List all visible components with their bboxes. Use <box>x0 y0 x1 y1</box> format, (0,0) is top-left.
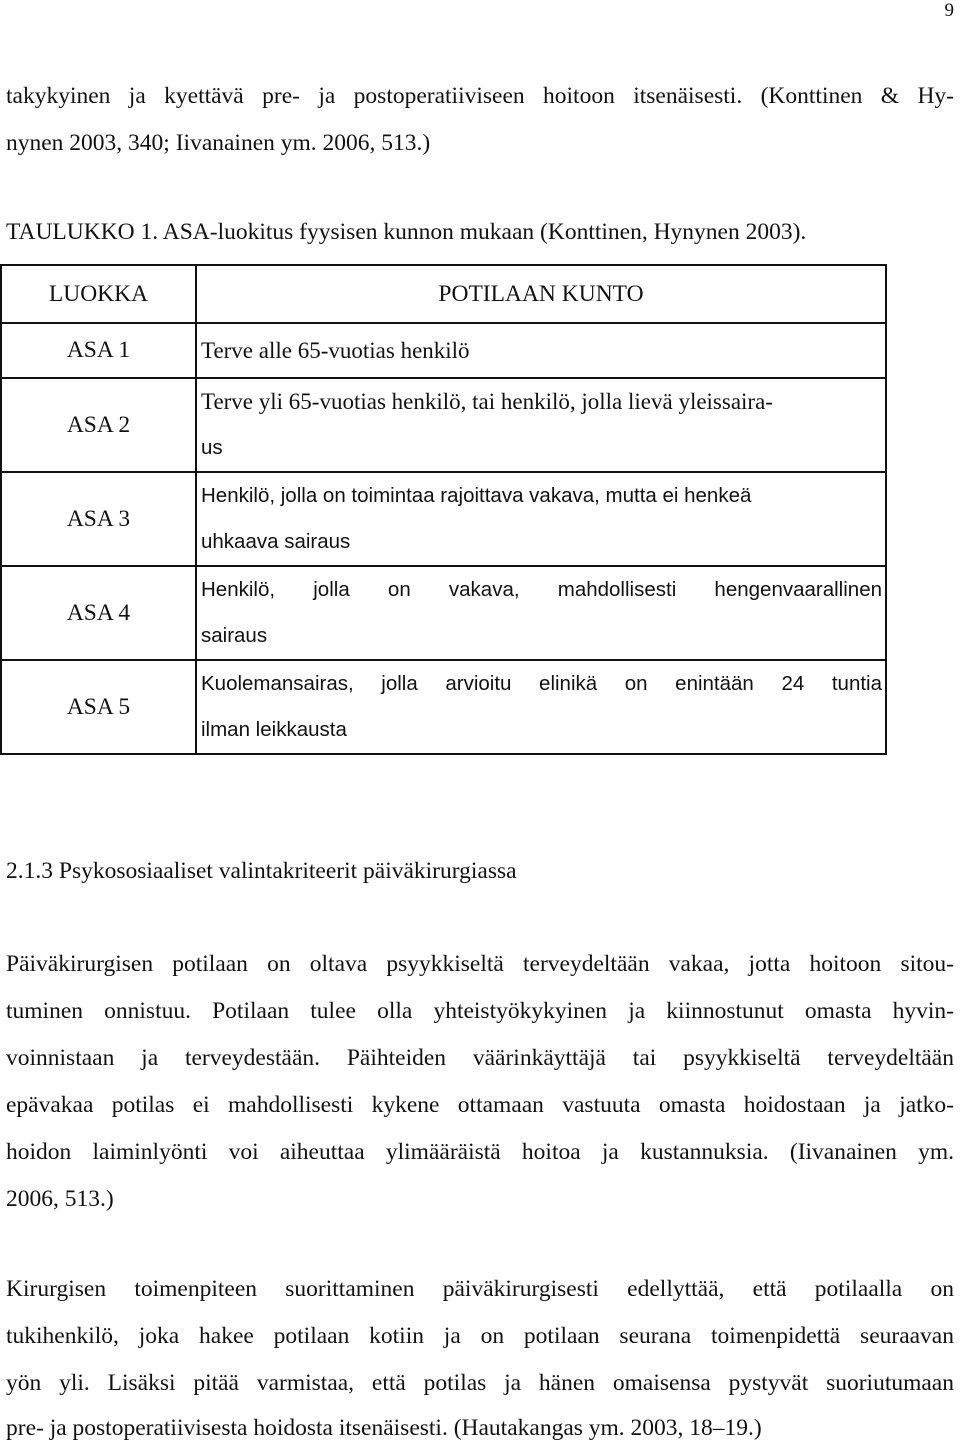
table-row <box>1 566 886 660</box>
paragraph-line: hoidon laiminlyönti voi aiheuttaa ylimääräistä hoitoa ja kustannuksia. (Iivanainen ym. <box>6 1139 954 1165</box>
paragraph-line: voinnistaan ja terveydestään. Päihteiden väärinkäyttäjä tai psyykkiseltä terveydeltään <box>6 1045 954 1071</box>
condition-line: ilman leikkausta <box>201 718 347 741</box>
paragraph-line: yön yli. Lisäksi pitää varmistaa, että potilas ja hänen omaisensa pystyvät suoriutumaan <box>6 1370 954 1396</box>
paragraph-line: tuminen onnistuu. Potilaan tulee olla yhteistyökykyinen ja kiinnostunut omasta hyvin- <box>6 998 954 1024</box>
header-class: LUOKKA <box>1 265 196 323</box>
paragraph-line: pre- ja postoperatiivisesta hoidosta itsenäisesti. (Hautakangas ym. 2003, 18–19.) <box>6 1415 762 1441</box>
condition-line: Terve yli 65-vuotias henkilö, tai henkilö, jolla lievä yleissaira- <box>201 389 773 414</box>
asa-class: ASA 3 <box>1 472 196 566</box>
paragraph-line: epävakaa potilas ei mahdollisesti kykene ottamaan vastuuta omasta hoidostaan ja jatko- <box>6 1092 954 1118</box>
condition-line: sairaus <box>201 624 268 647</box>
paragraph-line: Päiväkirurgisen potilaan on oltava psyykkiseltä terveydeltään vakaa, jotta hoitoon sitou- <box>6 951 954 977</box>
condition-text <box>196 566 886 660</box>
intro-line-2: nynen 2003, 340; Iivanainen ym. 2006, 513.) <box>6 130 431 156</box>
condition-line: Henkilö, jolla on toimintaa rajoittava vakava, mutta ei henkeä <box>201 484 752 507</box>
condition-text <box>196 378 886 472</box>
section-heading: 2.1.3 Psykososiaaliset valintakriteerit päiväkirurgiassa <box>6 858 517 884</box>
header-condition: POTILAAN KUNTO <box>196 265 886 323</box>
table-row <box>1 660 886 754</box>
condition-line: Kuolemansairas, jolla arvioitu elinikä on enintään 24 tuntia <box>201 672 882 695</box>
asa-class: ASA 2 <box>1 378 196 472</box>
paragraph-line: Kirurgisen toimenpiteen suorittaminen päiväkirurgisesti edellyttää, että potilaalla on <box>6 1276 954 1302</box>
condition-line: Henkilö, jolla on vakava, mahdollisesti hengenvaarallinen <box>201 578 882 601</box>
condition-line: us <box>201 436 223 459</box>
asa-class: ASA 4 <box>1 566 196 660</box>
asa-classification-table <box>0 264 887 755</box>
table-row <box>1 323 886 378</box>
condition-line: Terve alle 65-vuotias henkilö <box>201 337 470 363</box>
asa-class: ASA 5 <box>1 660 196 754</box>
table-header-row <box>1 265 886 323</box>
intro-line-1: takykyinen ja kyettävä pre- ja postoperatiiviseen hoitoon itsenäisesti. (Konttinen & Hy- <box>6 83 954 109</box>
paragraph-line: 2006, 513.) <box>6 1186 114 1212</box>
paragraph-line: tukihenkilö, joka hakee potilaan kotiin ja on potilaan seurana toimenpidettä seuraavan <box>6 1323 954 1349</box>
condition-text <box>196 323 886 378</box>
asa-class: ASA 1 <box>1 323 196 378</box>
condition-line: uhkaava sairaus <box>201 530 351 553</box>
page-number: 9 <box>944 0 954 21</box>
condition-text <box>196 472 886 566</box>
table-row <box>1 472 886 566</box>
table-row <box>1 378 886 472</box>
table-caption: TAULUKKO 1. ASA-luokitus fyysisen kunnon mukaan (Konttinen, Hynynen 2003). <box>6 219 807 245</box>
condition-text <box>196 660 886 754</box>
